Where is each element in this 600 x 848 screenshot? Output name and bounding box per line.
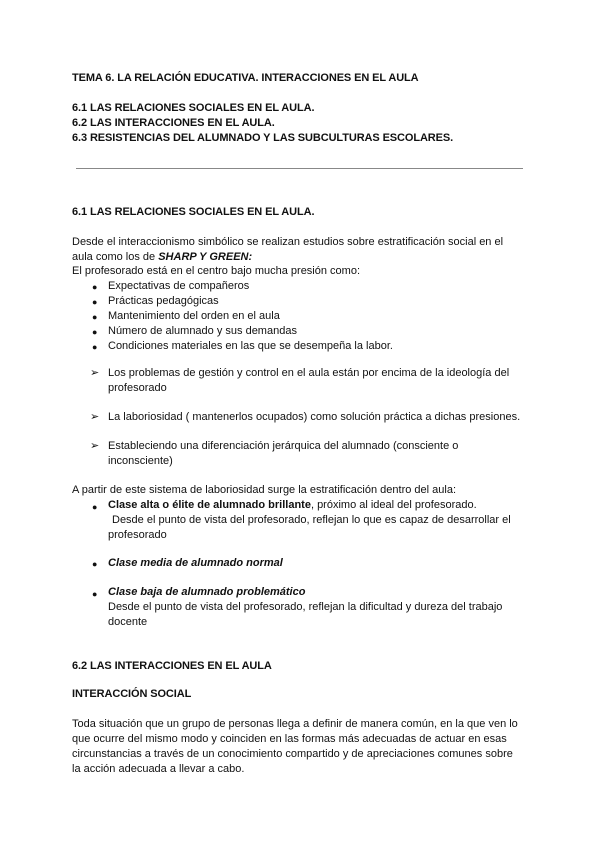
list-item: Condiciones materiales en las que se desempeña la labor. xyxy=(108,340,393,352)
document-title: TEMA 6. LA RELACIÓN EDUCATIVA. INTERACCIONES EN EL AULA xyxy=(72,72,419,84)
arrow-bullet-icon: ➢ xyxy=(90,411,100,423)
toc-item-6-2: 6.2 LAS INTERACCIONES EN EL AULA. xyxy=(72,117,275,129)
toc-item-6-3: 6.3 RESISTENCIAS DEL ALUMNADO Y LAS SUBCULTURAS ESCOLARES. xyxy=(72,132,454,144)
section-6-2-heading: 6.2 LAS INTERACCIONES EN EL AULA xyxy=(72,660,272,672)
bullet-icon: ● xyxy=(92,559,98,569)
paragraph-line-4: la acción adecuada a llevar a cabo. xyxy=(72,763,245,775)
arrow-point-3-line-1: Estableciendo una diferenciación jerárquica del alumnado (consciente o xyxy=(108,440,459,452)
intro-line-2 xyxy=(72,250,252,265)
class-high-desc-line-2: profesorado xyxy=(108,529,167,541)
class-low xyxy=(108,585,305,600)
section-6-1-heading: 6.1 LAS RELACIONES SOCIALES EN EL AULA. xyxy=(72,206,315,218)
sharp-green-emphasis: SHARP Y GREEN: xyxy=(158,251,253,263)
list-item: Número de alumnado y sus demandas xyxy=(108,325,297,337)
pressure-intro: El profesorado está en el centro bajo mucha presión como: xyxy=(72,265,360,277)
list-item: Prácticas pedagógicas xyxy=(108,295,219,307)
bullet-icon: ● xyxy=(92,502,98,512)
arrow-bullet-icon: ➢ xyxy=(90,440,100,452)
paragraph-line-3: circunstancias a través de un conocimiento compartido y de apreciaciones comunes sobre xyxy=(72,748,513,760)
class-high-label: Clase alta o élite de alumnado brillante xyxy=(108,499,311,511)
class-high-desc-line-1: Desde el punto de vista del profesorado, reflejan lo que es capaz de desarrollar el xyxy=(112,514,511,526)
bullet-icon: ● xyxy=(92,327,98,337)
class-low-label: Clase baja de alumnado problemático xyxy=(108,586,306,598)
class-low-desc-line-2: docente xyxy=(108,616,148,628)
class-mid-label: Clase media de alumnado normal xyxy=(108,557,283,569)
arrow-point-2: La laboriosidad ( mantenerlos ocupados) como solución práctica a dichas presiones. xyxy=(108,411,521,423)
toc-item-6-1: 6.1 LAS RELACIONES SOCIALES EN EL AULA. xyxy=(72,102,315,114)
class-low-desc-line-1: Desde el punto de vista del profesorado, reflejan la dificultad y dureza del trabajo xyxy=(108,601,503,613)
bullet-icon: ● xyxy=(92,589,98,599)
intro-line-1: Desde el interaccionismo simbólico se realizan estudios sobre estratificación social en el xyxy=(72,236,504,248)
class-mid xyxy=(108,556,283,571)
class-high xyxy=(108,498,477,513)
arrow-point-3-line-2: inconsciente) xyxy=(108,455,173,467)
stratification-intro: A partir de este sistema de laboriosidad surge la estratificación dentro del aula: xyxy=(72,484,456,496)
intro-line-2-text: aula como los de xyxy=(72,251,159,263)
class-high-rest: , próximo al ideal del profesorado. xyxy=(310,499,477,511)
bullet-icon: ● xyxy=(92,282,98,292)
arrow-point-1-line-1: Los problemas de gestión y control en el aula están por encima de la ideología del xyxy=(108,367,510,379)
list-item: Mantenimiento del orden en el aula xyxy=(108,310,280,322)
bullet-icon: ● xyxy=(92,297,98,307)
horizontal-divider xyxy=(76,168,523,169)
list-item: Expectativas de compañeros xyxy=(108,280,250,292)
interaccion-social-heading: INTERACCIÓN SOCIAL xyxy=(72,688,192,700)
paragraph-line-1: Toda situación que un grupo de personas llega a definir de manera común, en la que ven lo xyxy=(72,718,518,730)
arrow-bullet-icon: ➢ xyxy=(90,367,100,379)
arrow-point-1-line-2: profesorado xyxy=(108,382,167,394)
bullet-icon: ● xyxy=(92,342,98,352)
paragraph-line-2: que ocurre del mismo modo y coinciden en las formas más adecuadas de actuar en esas xyxy=(72,733,507,745)
bullet-icon: ● xyxy=(92,312,98,322)
